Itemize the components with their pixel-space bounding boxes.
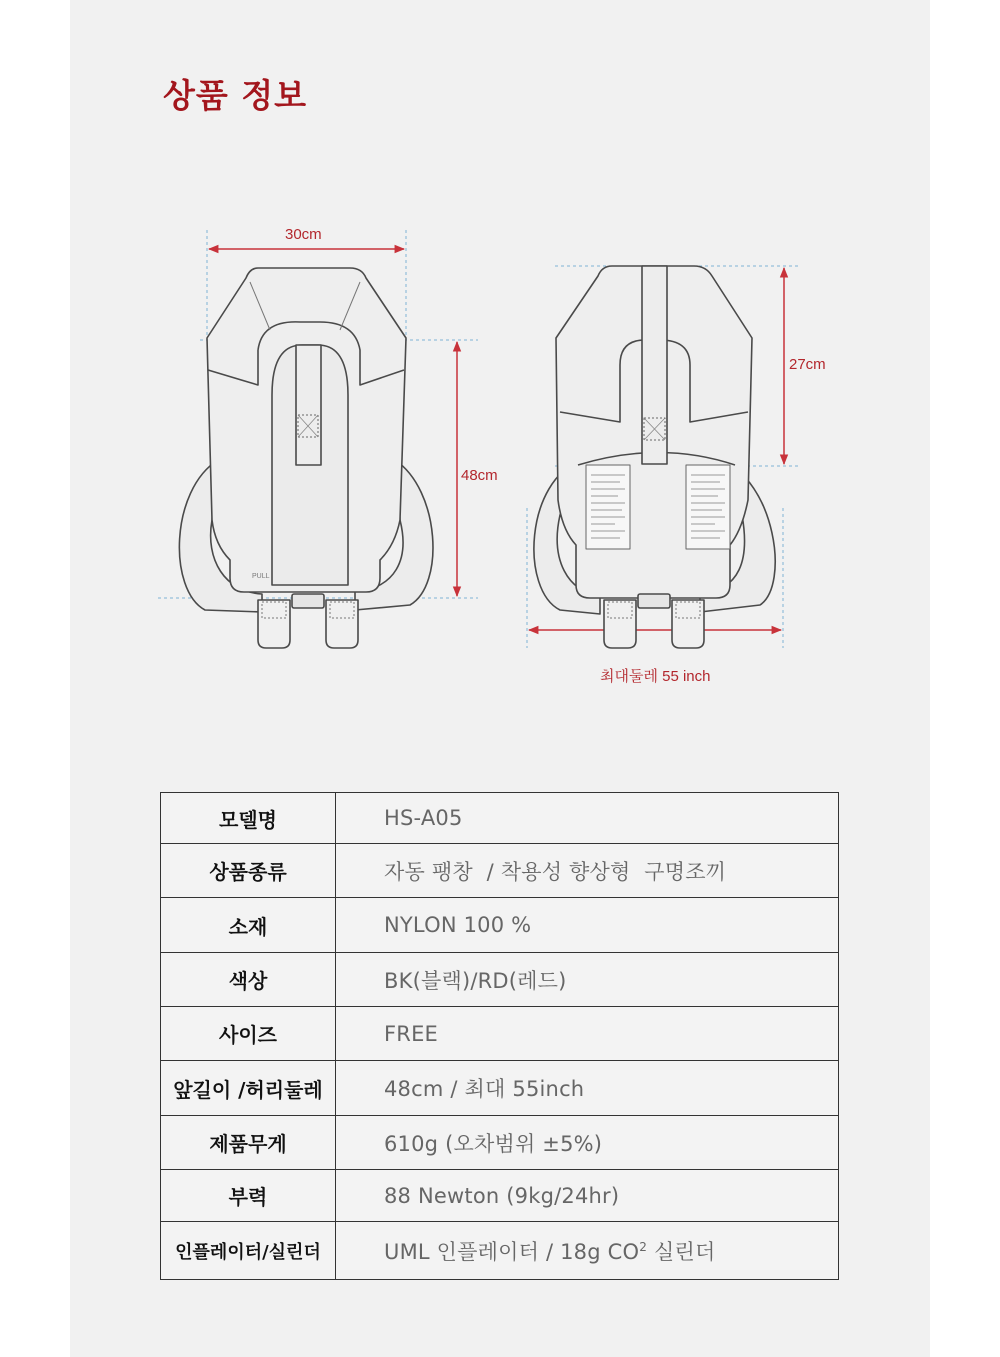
collar-dimension-label: 27cm [789,356,826,373]
spec-key: 인플레이터/실린더 [161,1222,336,1280]
spec-key: 앞길이 /허리둘레 [161,1061,336,1116]
waist-dimension-label: 최대둘레 55 inch [600,668,711,685]
spec-value [336,1222,839,1280]
spec-key: 제품무게 [161,1116,336,1170]
section-title: 상품 정보 [163,76,308,115]
spec-value: HS-A05 [336,793,839,844]
spec-value: FREE [336,1007,839,1061]
table-row [161,953,839,1007]
table-row [161,844,839,898]
table-row [161,1061,839,1116]
spec-value: 자동 팽창 / 착용성 향상형 구명조끼 [336,844,839,898]
spec-key: 소재 [161,898,336,953]
spec-value: 88 Newton (9kg/24hr) [336,1170,839,1222]
spec-key: 모델명 [161,793,336,844]
spec-value-subscript: 2 [639,1239,648,1254]
spec-table [160,792,839,1280]
table-row [161,1007,839,1061]
spec-key: 색상 [161,953,336,1007]
spec-key: 사이즈 [161,1007,336,1061]
spec-value-text: UML 인플레이터 / 18g CO [384,1239,640,1264]
table-row [161,793,839,844]
table-row [161,898,839,953]
table-row [161,1170,839,1222]
spec-value: NYLON 100 % [336,898,839,953]
width-dimension-label: 30cm [285,226,322,243]
spec-value-tail: 실린더 [647,1239,716,1264]
spec-value: BK(블랙)/RD(레드) [336,953,839,1007]
table-row [161,1222,839,1280]
spec-key: 부력 [161,1170,336,1222]
spec-value: 48cm / 최대 55inch [336,1061,839,1116]
table-row [161,1116,839,1170]
spec-key: 상품종류 [161,844,336,898]
length-dimension-label: 48cm [461,467,498,484]
pull-tab-label: PULL [252,573,270,580]
spec-value: 610g (오차범위 ±5%) [336,1116,839,1170]
